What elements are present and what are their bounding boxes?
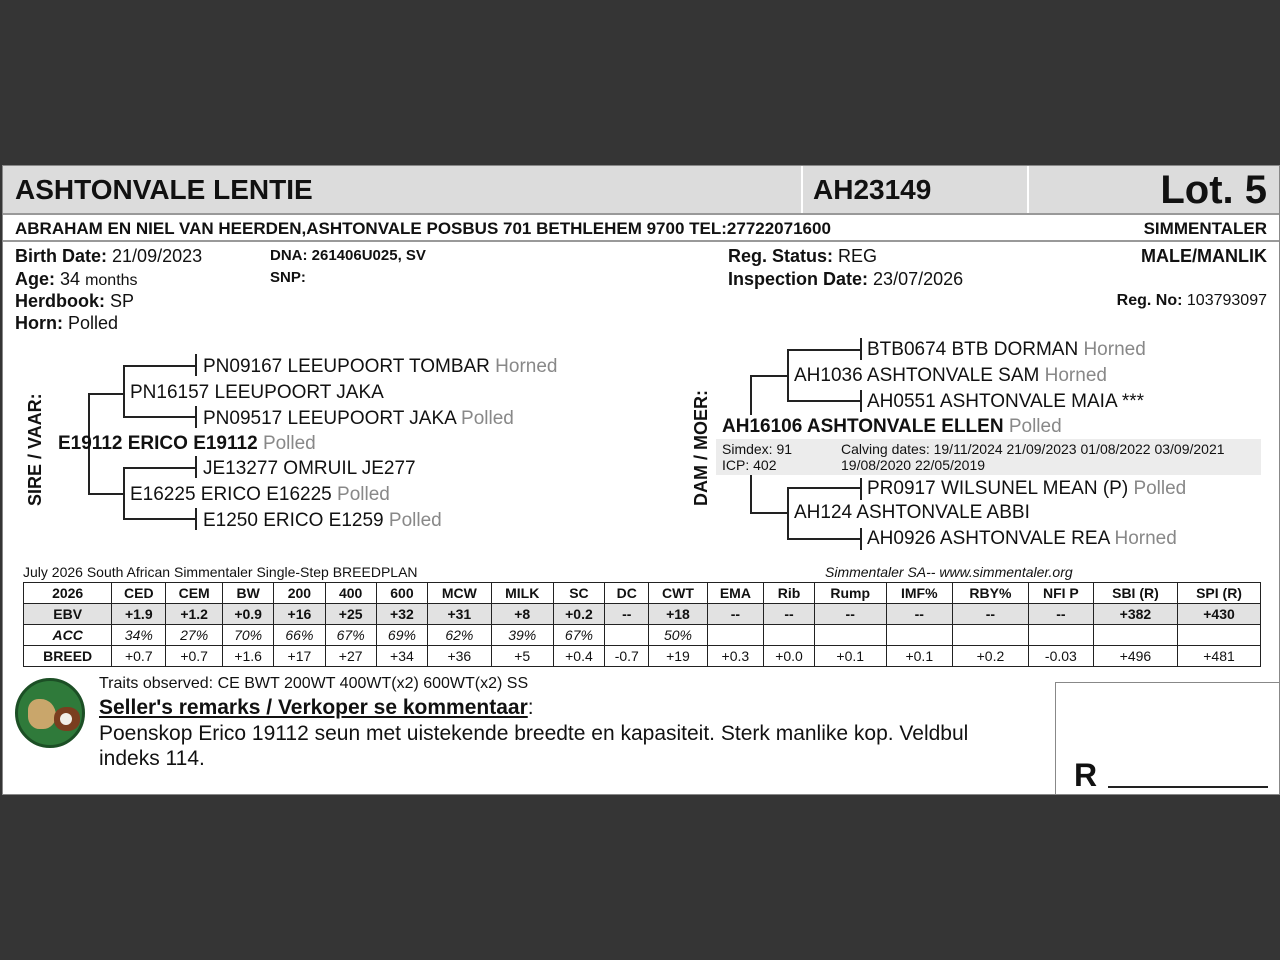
breed-cell: +0.3 xyxy=(707,646,764,667)
acc-cell xyxy=(886,625,952,646)
breed-cell: +27 xyxy=(325,646,376,667)
age: Age: 34 months xyxy=(15,269,138,289)
sire-sire-sire: PN09167 LEEUPOORT TOMBAR Horned xyxy=(203,356,558,377)
remarks-line-1: Poenskop Erico 19112 seun met uistekende breedte en kapasiteit. Sterk manlike kop. Veldbul xyxy=(99,722,969,745)
price-box[interactable] xyxy=(1055,682,1280,795)
calving-dates-cont: 19/08/2020 22/05/2019 xyxy=(841,457,986,473)
headers-cell: 600 xyxy=(376,583,427,604)
lot-number: Lot. 5 xyxy=(1160,168,1267,212)
lot-card xyxy=(2,165,1280,795)
breed-cell: +0.7 xyxy=(166,646,223,667)
acc-row xyxy=(24,625,1261,646)
dam-sire-dam: AH0551 ASHTONVALE MAIA *** xyxy=(867,391,1145,412)
ebv-cell: +25 xyxy=(325,604,376,625)
sire: E19112 ERICO E19112 Polled xyxy=(58,433,316,454)
dam-label: DAM / MOER: xyxy=(691,390,711,506)
acc-cell xyxy=(1028,625,1093,646)
breed-cell: +0.7 xyxy=(112,646,166,667)
ebv-cell: -- xyxy=(764,604,815,625)
dam: AH16106 ASHTONVALE ELLEN Polled xyxy=(722,416,1062,437)
headers-cell: IMF% xyxy=(886,583,952,604)
breed-cell: +0.1 xyxy=(814,646,886,667)
dam-sire-sire: BTB0674 BTB DORMAN Horned xyxy=(867,339,1146,360)
dam-dam-dam: AH0926 ASHTONVALE REA Horned xyxy=(867,528,1177,549)
reg-status: Reg. Status: REG xyxy=(728,246,878,266)
ebv-table xyxy=(23,582,1261,667)
headers-cell: MCW xyxy=(428,583,492,604)
ebv-cell: +1.2 xyxy=(166,604,223,625)
sex: MALE/MANLIK xyxy=(1141,246,1267,266)
animal-name: ASHTONVALE LENTIE xyxy=(15,174,313,205)
acc-cell: ACC xyxy=(24,625,112,646)
sire-dam: E16225 ERICO E16225 Polled xyxy=(130,484,390,505)
acc-cell xyxy=(764,625,815,646)
headers-cell: SPI (R) xyxy=(1178,583,1261,604)
ebv-cell: +382 xyxy=(1093,604,1177,625)
ebv-cell: -- xyxy=(952,604,1028,625)
traits-observed: Traits observed: CE BWT 200WT 400WT(x2) 600WT(x2) SS xyxy=(99,675,529,692)
breed-cell: +19 xyxy=(649,646,707,667)
price-blank-line xyxy=(1108,786,1268,788)
ebv-cell: +31 xyxy=(428,604,492,625)
ebv-cell: +18 xyxy=(649,604,707,625)
headers-cell: MILK xyxy=(491,583,553,604)
acc-cell: 39% xyxy=(491,625,553,646)
acc-cell xyxy=(952,625,1028,646)
breed-cell: +36 xyxy=(428,646,492,667)
sire-sire: PN16157 LEEUPOORT JAKA xyxy=(130,382,384,403)
sire-dam-dam: E1250 ERICO E1259 Polled xyxy=(203,510,442,531)
ebv-header-row xyxy=(24,583,1261,604)
acc-cell: 67% xyxy=(553,625,604,646)
simdex: Simdex: 91 xyxy=(722,441,793,457)
headers-cell: BW xyxy=(223,583,274,604)
breed-cell: BREED xyxy=(24,646,112,667)
remarks-heading: Seller's remarks / Verkoper se kommentaar: xyxy=(99,696,534,719)
sire-label: SIRE / VAAR: xyxy=(25,393,45,506)
ebv-cell: -- xyxy=(886,604,952,625)
headers-cell: 2026 xyxy=(24,583,112,604)
ebv-row xyxy=(24,604,1261,625)
breed-cell: +0.4 xyxy=(553,646,604,667)
ebv-cell: +16 xyxy=(274,604,325,625)
reg-number: Reg. No: 103793097 xyxy=(1116,292,1267,309)
breed-cell: +0.1 xyxy=(886,646,952,667)
ebv-cell: +430 xyxy=(1178,604,1261,625)
inspection-date: Inspection Date: 23/07/2026 xyxy=(728,269,964,289)
breedplan-caption: July 2026 South African Simmentaler Single-Step BREEDPLAN xyxy=(23,564,418,580)
icp: ICP: 402 xyxy=(722,457,777,473)
snp-info: SNP: xyxy=(270,269,306,286)
ebv-cell: -- xyxy=(1028,604,1093,625)
acc-cell: 70% xyxy=(223,625,274,646)
headers-cell: EMA xyxy=(707,583,764,604)
breed-cell: +0.0 xyxy=(764,646,815,667)
acc-cell xyxy=(1093,625,1177,646)
horn-status: Horn: Polled xyxy=(15,313,119,333)
ebv-cell: EBV xyxy=(24,604,112,625)
animal-reg-id: AH23149 xyxy=(813,174,932,205)
dna-info: DNA: 261406U025, SV xyxy=(270,247,426,264)
headers-cell: RBY% xyxy=(952,583,1028,604)
breed-cell: +5 xyxy=(491,646,553,667)
headers-cell: CED xyxy=(112,583,166,604)
headers-cell: NFI P xyxy=(1028,583,1093,604)
headers-cell: DC xyxy=(605,583,649,604)
breed-cell: +1.6 xyxy=(223,646,274,667)
acc-cell: 69% xyxy=(376,625,427,646)
breed-cell: -0.03 xyxy=(1028,646,1093,667)
acc-cell xyxy=(1178,625,1261,646)
acc-cell xyxy=(814,625,886,646)
acc-cell: 34% xyxy=(112,625,166,646)
dam-dam: AH124 ASHTONVALE ABBI xyxy=(794,502,1030,523)
breed-cell: +17 xyxy=(274,646,325,667)
headers-cell: 400 xyxy=(325,583,376,604)
birth-date: Birth Date: 21/09/2023 xyxy=(15,246,203,266)
ebv-cell: -- xyxy=(814,604,886,625)
headers-cell: CWT xyxy=(649,583,707,604)
headers-cell: 200 xyxy=(274,583,325,604)
price-currency-label: R xyxy=(1074,757,1098,793)
acc-cell: 27% xyxy=(166,625,223,646)
breed-cell: -0.7 xyxy=(605,646,649,667)
ebv-cell: +32 xyxy=(376,604,427,625)
ebv-cell: -- xyxy=(605,604,649,625)
ebv-cell: +0.9 xyxy=(223,604,274,625)
ebv-cell: +1.9 xyxy=(112,604,166,625)
headers-cell: Rib xyxy=(764,583,815,604)
herdbook: Herdbook: SP xyxy=(15,291,135,311)
ebv-cell: -- xyxy=(707,604,764,625)
sire-sire-dam: PN09517 LEEUPOORT JAKA Polled xyxy=(203,408,514,429)
headers-cell: SC xyxy=(553,583,604,604)
simmentaler-logo-icon xyxy=(15,678,85,748)
breedplan-source: Simmentaler SA-- www.simmentaler.org xyxy=(825,564,1073,580)
dam-dam-sire: PR0917 WILSUNEL MEAN (P) Polled xyxy=(867,478,1187,499)
dam-sire: AH1036 ASHTONVALE SAM Horned xyxy=(794,365,1107,386)
calving-dates: Calving dates: 19/11/2024 21/09/2023 01/08/2022 03/09/2021 xyxy=(841,441,1225,457)
acc-cell xyxy=(605,625,649,646)
acc-cell: 67% xyxy=(325,625,376,646)
breed-cell: +481 xyxy=(1178,646,1261,667)
headers-cell: Rump xyxy=(814,583,886,604)
owner-details: ABRAHAM EN NIEL VAN HEERDEN,ASHTONVALE POSBUS 701 BETHLEHEM 9700 TEL:27722071600 xyxy=(15,219,831,238)
headers-cell: SBI (R) xyxy=(1093,583,1177,604)
acc-cell: 62% xyxy=(428,625,492,646)
headers-cell: CEM xyxy=(166,583,223,604)
acc-cell xyxy=(707,625,764,646)
breed-name: SIMMENTALER xyxy=(1143,219,1267,238)
breed-cell: +0.2 xyxy=(952,646,1028,667)
ebv-cell: +0.2 xyxy=(553,604,604,625)
remarks-line-2: indeks 114. xyxy=(99,747,205,770)
acc-cell: 66% xyxy=(274,625,325,646)
breed-avg-row xyxy=(24,646,1261,667)
breed-cell: +34 xyxy=(376,646,427,667)
owner-bar xyxy=(3,213,1279,242)
acc-cell: 50% xyxy=(649,625,707,646)
ebv-cell: +8 xyxy=(491,604,553,625)
sire-dam-sire: JE13277 OMRUIL JE277 xyxy=(203,458,416,479)
breed-cell: +496 xyxy=(1093,646,1177,667)
